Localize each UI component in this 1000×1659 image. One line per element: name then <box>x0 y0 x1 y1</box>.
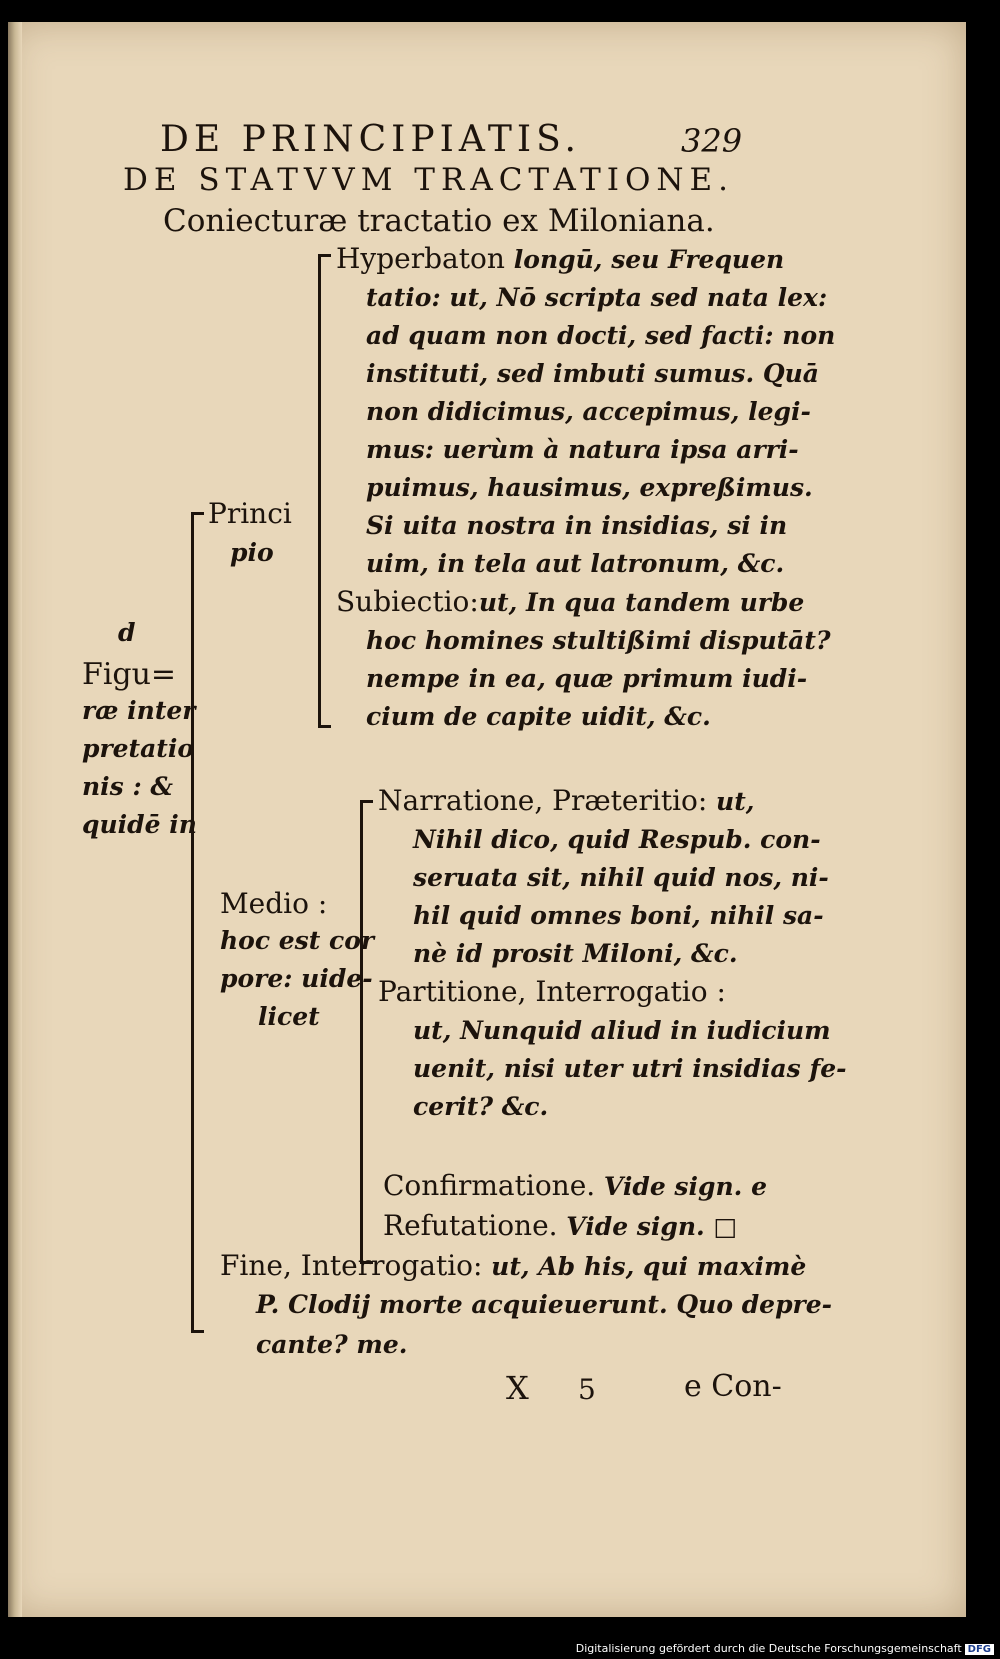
narratione-line-2: seruata sit, nihil quid nos, ni- <box>413 863 829 892</box>
page-title: DE STATVVM TRACTATIONE. <box>123 162 735 198</box>
dfg-logo: DFG <box>965 1644 994 1655</box>
medio-label-italic-2: licet <box>258 1002 320 1031</box>
outer-brace <box>191 512 204 1333</box>
outer-label-line-3: pretatio <box>82 734 195 763</box>
book-page <box>8 22 966 1617</box>
medio-brace <box>360 800 373 1264</box>
refutatione-line: Refutatione. Vide sign. □ <box>383 1209 738 1242</box>
principio-label-1: pio <box>230 538 274 567</box>
outer-label-line-1: Figu= <box>82 657 177 692</box>
page-spine-shadow <box>8 22 22 1617</box>
confirmatione-line: Confirmatione. Vide sign. e <box>383 1169 767 1202</box>
hyperbaton-line-7: Si uita nostra in insidias, si in <box>366 511 788 540</box>
partitione-line-3: cerit? &c. <box>413 1092 549 1121</box>
subiectio-line-3: cium de capite uidit, &c. <box>366 702 711 731</box>
hyperbaton-line-6: puimus, hausimus, expreßimus. <box>366 473 813 502</box>
fine-line-0: Fine, Interrogatio: ut, Ab his, qui maximè <box>220 1249 807 1282</box>
principio-label-0: Princi <box>208 497 292 530</box>
narratione-line-3: hil quid omnes boni, nihil sa- <box>413 901 824 930</box>
subiectio-line-1: hoc homines stultißimi disputāt? <box>366 626 831 655</box>
narratione-line-0: Narratione, Præteritio: ut, <box>378 784 755 817</box>
hyperbaton-line-0: Hyperbaton longū, seu Frequen <box>336 242 785 275</box>
outer-label-line-0: d <box>118 618 136 647</box>
medio-label-italic-0: hoc est cor <box>220 926 375 955</box>
outer-label-line-4: nis : & <box>82 772 173 801</box>
page-number: 329 <box>681 122 743 160</box>
subiectio-line-0: Subiectio:ut, In qua tandem urbe <box>336 585 805 618</box>
hyperbaton-line-5: mus: uerùm à natura ipsa arri- <box>366 435 799 464</box>
digitization-credit <box>576 1642 994 1655</box>
signature-mark: X <box>506 1369 529 1407</box>
narratione-line-1: Nihil dico, quid Respub. con- <box>413 825 821 854</box>
hyperbaton-line-4: non didicimus, accepimus, legi- <box>366 397 811 426</box>
partitione-line-1: ut, Nunquid aliud in iudicium <box>413 1016 831 1045</box>
credit-text: Digitalisierung gefördert durch die Deutsche Forschungsgemeinschaft <box>575 1642 962 1655</box>
outer-label-line-5: quidē in <box>82 810 197 839</box>
outer-label-line-2: ræ inter <box>82 696 196 725</box>
hyperbaton-line-8: uim, in tela aut latronum, &c. <box>366 549 785 578</box>
narratione-line-4: nè id prosit Miloni, &c. <box>413 939 738 968</box>
hyperbaton-line-1: tatio: ut, Nō scripta sed nata lex: <box>366 283 828 312</box>
partitione-line-0: Partitione, Interrogatio : <box>378 975 726 1008</box>
medio-label: Medio : <box>220 887 328 920</box>
medio-label-italic-1: pore: uide- <box>220 964 373 993</box>
hyperbaton-line-3: instituti, sed imbuti sumus. Quā <box>366 359 820 388</box>
fine-line-2: cante? me. <box>256 1330 408 1359</box>
signature-number: 5 <box>578 1373 596 1406</box>
hyperbaton-line-2: ad quam non docti, sed facti: non <box>366 321 836 350</box>
catchword: e Con- <box>684 1369 782 1404</box>
fine-line-1: P. Clodij morte acquieuerunt. Quo depre- <box>256 1290 833 1319</box>
page-subtitle: Coniecturæ tractatio ex Miloniana. <box>163 203 715 239</box>
subiectio-line-2: nempe in ea, quæ primum iudi- <box>366 664 808 693</box>
principio-brace <box>318 254 331 728</box>
partitione-line-2: uenit, nisi uter utri insidias fe- <box>413 1054 847 1083</box>
running-title: DE PRINCIPIATIS. <box>160 119 581 160</box>
